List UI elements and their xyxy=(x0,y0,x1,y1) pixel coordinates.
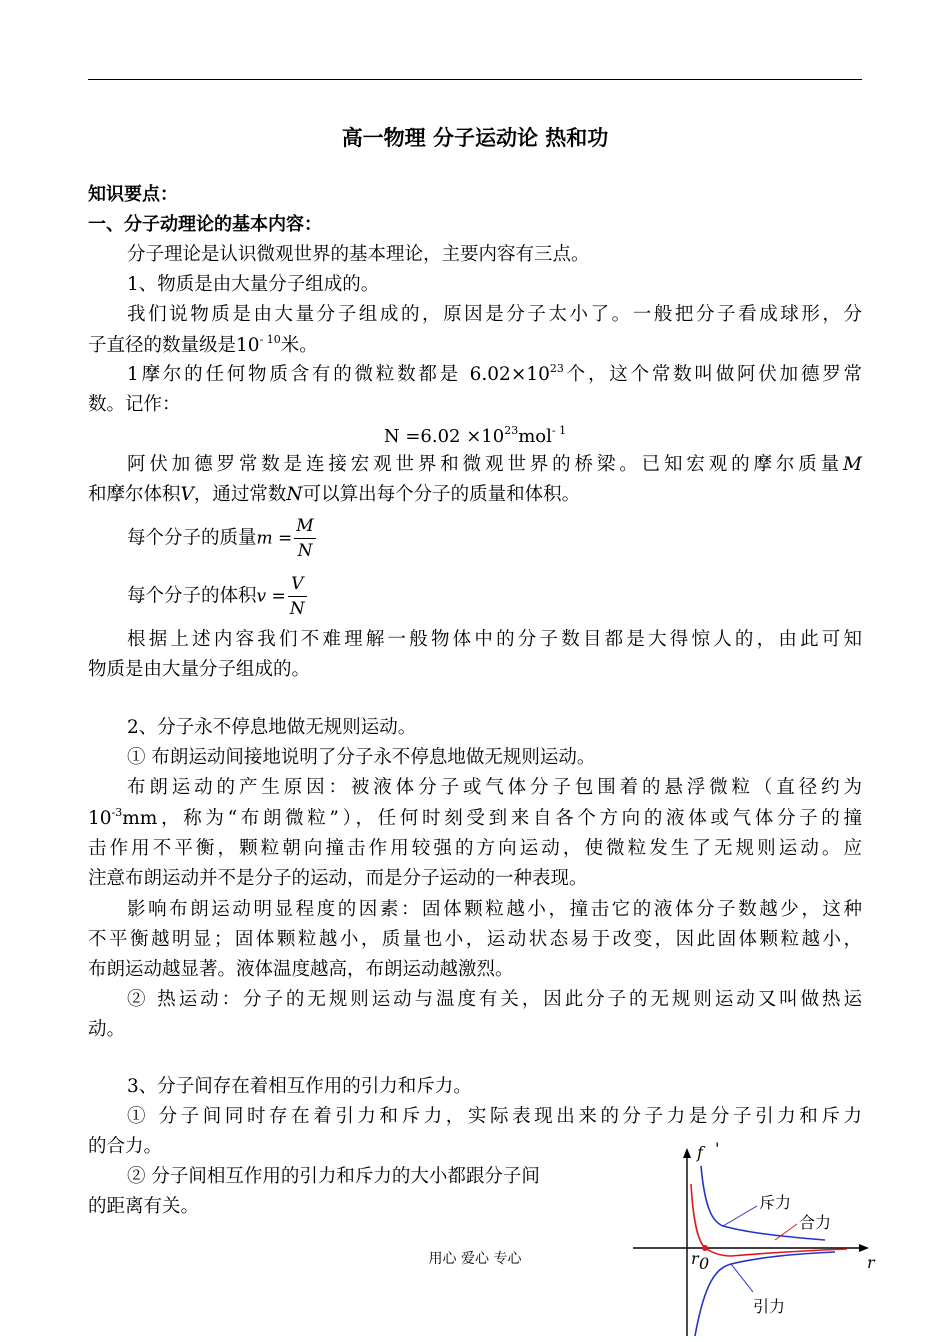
volume-fraction: $\frac{V}{N}$ xyxy=(289,574,305,619)
p2b-line2: $10^{-3}mm$，称为“布朗微粒”），任何时刻受到来自各个方向的液体或气体分子的撞 xyxy=(88,806,862,829)
p1a-line1: 我们说物质是由大量分子组成的，原因是分子太小了。一般把分子看成球形，分 xyxy=(127,304,862,325)
point2-heading: 2、分子永不停息地做无规则运动。 xyxy=(127,717,417,738)
point3-heading: 3、分子间存在着相互作用的引力和斥力。 xyxy=(127,1076,472,1097)
p2d-line2: 动。 xyxy=(88,1019,126,1040)
page-title: 高一物理 分子运动论 热和功 xyxy=(341,126,609,150)
avogadro-formula: $N =6.02 \times 10^{23}mol^{- 1}$ xyxy=(383,424,567,447)
p2b-line4: 注意布朗运动并不是分子的运动，而是分子运动的一种表现。 xyxy=(88,868,588,889)
x-axis-label: r xyxy=(867,1253,875,1272)
p1d-line1: 根据上述内容我们不难理解一般物体中的分子数目都是大得惊人的，由此可知 xyxy=(127,629,862,650)
p2b-line3: 击作用不平衡，颗粒朝向撞击作用较强的方向运动，使微粒发生了无规则运动。应 xyxy=(88,838,862,859)
y-axis-label: f xyxy=(697,1143,703,1162)
equilibrium-point xyxy=(702,1245,708,1251)
point1-heading: 1、物质是由大量分子组成的。 xyxy=(127,274,380,295)
volume-formula-line: 每个分子的体积v = $\frac{V}{N}$ xyxy=(127,574,305,619)
r0-subscript: 0 xyxy=(699,1254,710,1273)
p1c-line2: 和摩尔体积V，通过常数N可以算出每个分子的质量和体积。 xyxy=(88,484,581,505)
header-rule xyxy=(88,79,862,80)
p1b-line1: 1摩尔的任何物质含有的微粒数都是 $6.02\times 10^{23}$个，这个常数叫做阿伏加德罗常 xyxy=(127,362,862,385)
axes xyxy=(633,1148,869,1336)
x-axis-arrow xyxy=(859,1244,869,1252)
r0-label: r xyxy=(691,1249,699,1268)
p2b-line1: 布朗运动的产生原因：被液体分子或气体分子包围着的悬浮微粒（直径约为 xyxy=(127,777,862,798)
y-axis-arrow xyxy=(683,1148,691,1158)
mass-formula-line: 每个分子的质量m = $\frac{M}{N}$ xyxy=(127,516,314,561)
y-axis-prime: ' xyxy=(715,1140,720,1158)
intro-text: 分子理论是认识微观世界的基本理论，主要内容有三点。 xyxy=(127,244,590,265)
p2a-text: ① 布朗运动间接地说明了分子永不停息地做无规则运动。 xyxy=(127,747,596,768)
attraction-leader xyxy=(731,1264,753,1292)
page-footer: 用心 爱心 专心 xyxy=(428,1251,522,1267)
attraction-label: 引力 xyxy=(753,1297,786,1316)
resultant-label: 合力 xyxy=(799,1213,832,1232)
p3b-line1: ② 分子间相互作用的引力和斥力的大小都跟分子间 xyxy=(127,1166,540,1187)
repulsion-leader xyxy=(723,1206,757,1226)
p1c-line1: 阿伏加德罗常数是连接宏观世界和微观世界的桥梁。已知宏观的摩尔质量M xyxy=(127,454,862,475)
p2c-line2: 不平衡越明显；固体颗粒越小，质量也小，运动状态易于改变，因此固体颗粒越小， xyxy=(88,929,862,950)
p3a-line1: ① 分子间同时存在着引力和斥力，实际表现出来的分子力是分子引力和斥力 xyxy=(127,1106,862,1127)
attraction-curve xyxy=(695,1252,835,1336)
p1a-line2: 子直径的数量级是$10^{- 10}$米。 xyxy=(88,333,318,356)
p3a-line2: 的合力。 xyxy=(88,1136,163,1157)
section1-heading: 一、分子动理论的基本内容： xyxy=(88,214,322,235)
section-label: 知识要点： xyxy=(88,184,178,205)
p2c-line3: 布朗运动越显著。液体温度越高，布朗运动越激烈。 xyxy=(88,959,514,980)
p1d-line2: 物质是由大量分子组成的。 xyxy=(88,659,311,680)
molecular-force-diagram xyxy=(625,1140,885,1340)
p2c-line1: 影响布朗运动明显程度的因素：固体颗粒越小，撞击它的液体分子数越少，这种 xyxy=(127,899,862,920)
mass-fraction: $\frac{M}{N}$ xyxy=(296,516,314,561)
repulsion-label: 斥力 xyxy=(759,1193,792,1212)
p3b-line2: 的距离有关。 xyxy=(88,1196,200,1217)
p1b-line2: 数。记作： xyxy=(88,394,181,415)
p2d-line1: ② 热运动：分子的无规则运动与温度有关，因此分子的无规则运动又叫做热运 xyxy=(127,989,862,1010)
